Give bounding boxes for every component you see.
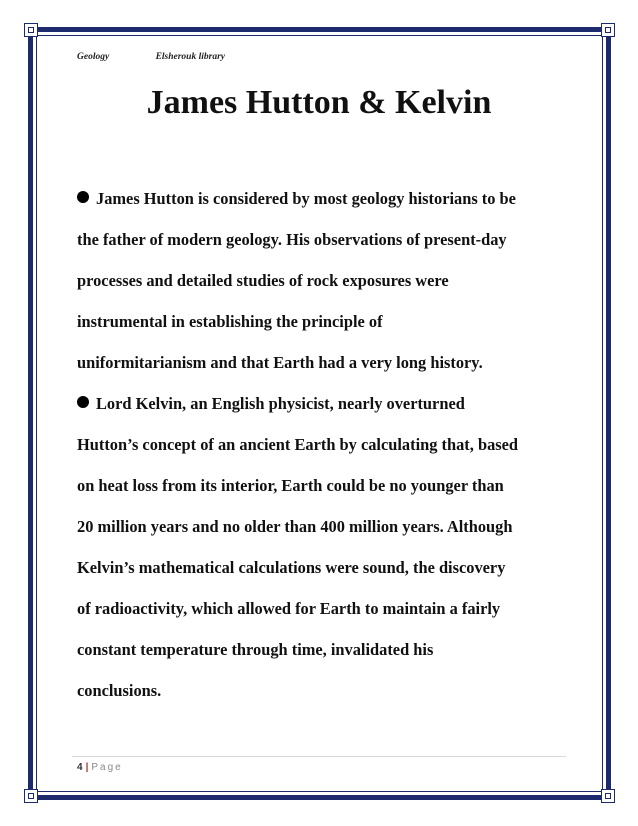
header-library: Elsherouk library [155, 52, 225, 62]
text-line: James Hutton is considered by most geology historians to be [77, 178, 577, 219]
text-line: Kelvin’s mathematical calculations were sound, the discovery [77, 558, 506, 577]
body-text [77, 178, 577, 711]
text-line: uniformitarianism and that Earth had a very long history. [77, 353, 483, 372]
page-footer [77, 762, 123, 773]
corner-ornament-bottom-right [601, 789, 615, 803]
bullet-icon [77, 396, 89, 408]
header-subject: Geology [77, 52, 110, 62]
corner-ornament-bottom-left [24, 789, 38, 803]
text-line: Hutton’s concept of an ancient Earth by calculating that, based [77, 435, 519, 454]
page-title: James Hutton & Kelvin [146, 84, 492, 121]
corner-ornament-top-left [24, 23, 38, 37]
page-header [77, 52, 225, 62]
text-line: Lord Kelvin, an English physicist, nearly overturned [77, 383, 577, 424]
page-number: 4 [77, 762, 83, 773]
text-line: conclusions. [77, 681, 162, 700]
paragraph-hutton [77, 178, 577, 383]
page-label: Page [91, 762, 123, 773]
text-line: the father of modern geology. His observations of present-day [77, 230, 507, 249]
text-line: 20 million years and no older than 400 million years. Although [77, 517, 513, 536]
text-line: of radioactivity, which allowed for Earth to maintain a fairly [77, 599, 501, 618]
bullet-icon [77, 191, 89, 203]
footer-separator: | [85, 762, 89, 773]
footer-divider [72, 756, 566, 757]
text-line: on heat loss from its interior, Earth could be no younger than [77, 476, 504, 495]
text-line: processes and detailed studies of rock exposures were [77, 271, 449, 290]
corner-ornament-top-right [601, 23, 615, 37]
text-line: instrumental in establishing the principle of [77, 312, 383, 331]
text-line: constant temperature through time, invalidated his [77, 640, 434, 659]
paragraph-kelvin [77, 383, 577, 711]
